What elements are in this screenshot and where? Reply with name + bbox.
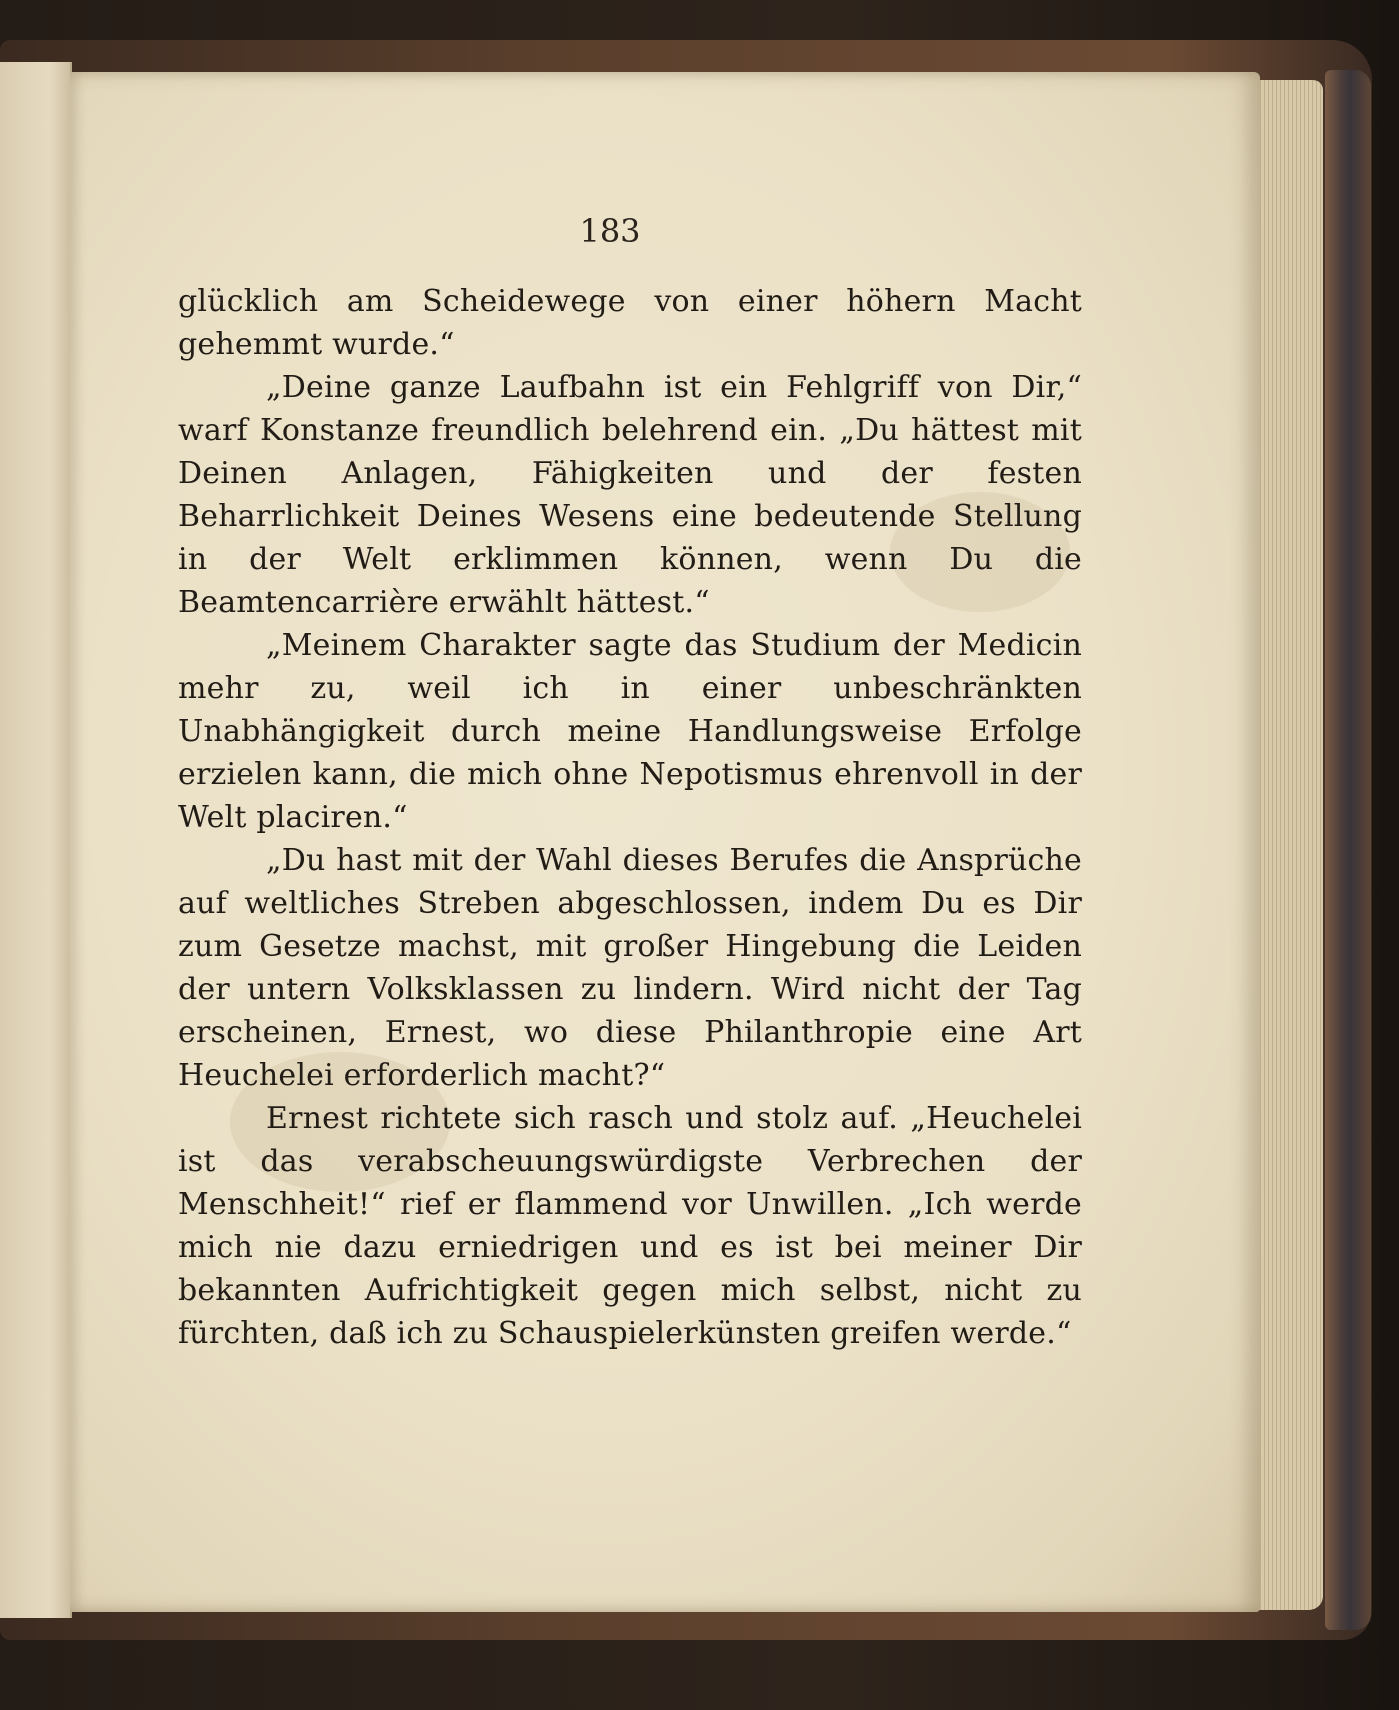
paragraph: Ernest richtete sich rasch und stolz auf. „Heuchelei ist das verabscheuungswürdigste Verbrechen der Menschheit!“ rief er flammend vor Unwillen. „Ich werde mich nie dazu erniedrigen und es ist bei meiner Dir bekannten Aufrichtigkeit gegen mich selbst, nicht zu fürchten, daß ich zu Schauspielerkünsten greifen werde.“: [178, 1101, 1082, 1351]
page-number: 183: [579, 212, 641, 250]
left-page-edge: [0, 62, 72, 1618]
paragraph: „Du hast mit der Wahl dieses Berufes die Ansprüche auf weltliches Streben abgeschlossen, indem Du es Dir zum Gesetze machst, mit großer Hingebung die Leiden der untern Volksklassen zu lindern. Wird nicht der Tag erscheinen, Ernest, wo diese Philanthropie eine Art Heuchelei erforderlich macht?“: [178, 843, 1082, 1093]
paragraph: „Deine ganze Laufbahn ist ein Fehlgriff von Dir,“ warf Konstanze freundlich belehrend ein. „Du hättest mit Deinen Anlagen, Fähigkeiten und der festen Beharrlichkeit Deines Wesens eine bedeutende Stellung in der Welt erklimmen können, wenn Du die Beamtencarrière erwählt hättest.“: [178, 370, 1082, 620]
body-text: [178, 280, 1082, 1355]
cover-edge: [1325, 70, 1371, 1630]
paragraph: glücklich am Scheidewege von einer höhern Macht gehemmt wurde.“: [178, 284, 1082, 362]
book-page: [70, 72, 1260, 1612]
paragraph: „Meinem Charakter sagte das Studium der Medicin mehr zu, weil ich in einer unbeschränkten Unabhängigkeit durch meine Handlungsweise Erfolge erzielen kann, die mich ohne Nepotismus ehrenvoll in der Welt placiren.“: [178, 628, 1082, 835]
